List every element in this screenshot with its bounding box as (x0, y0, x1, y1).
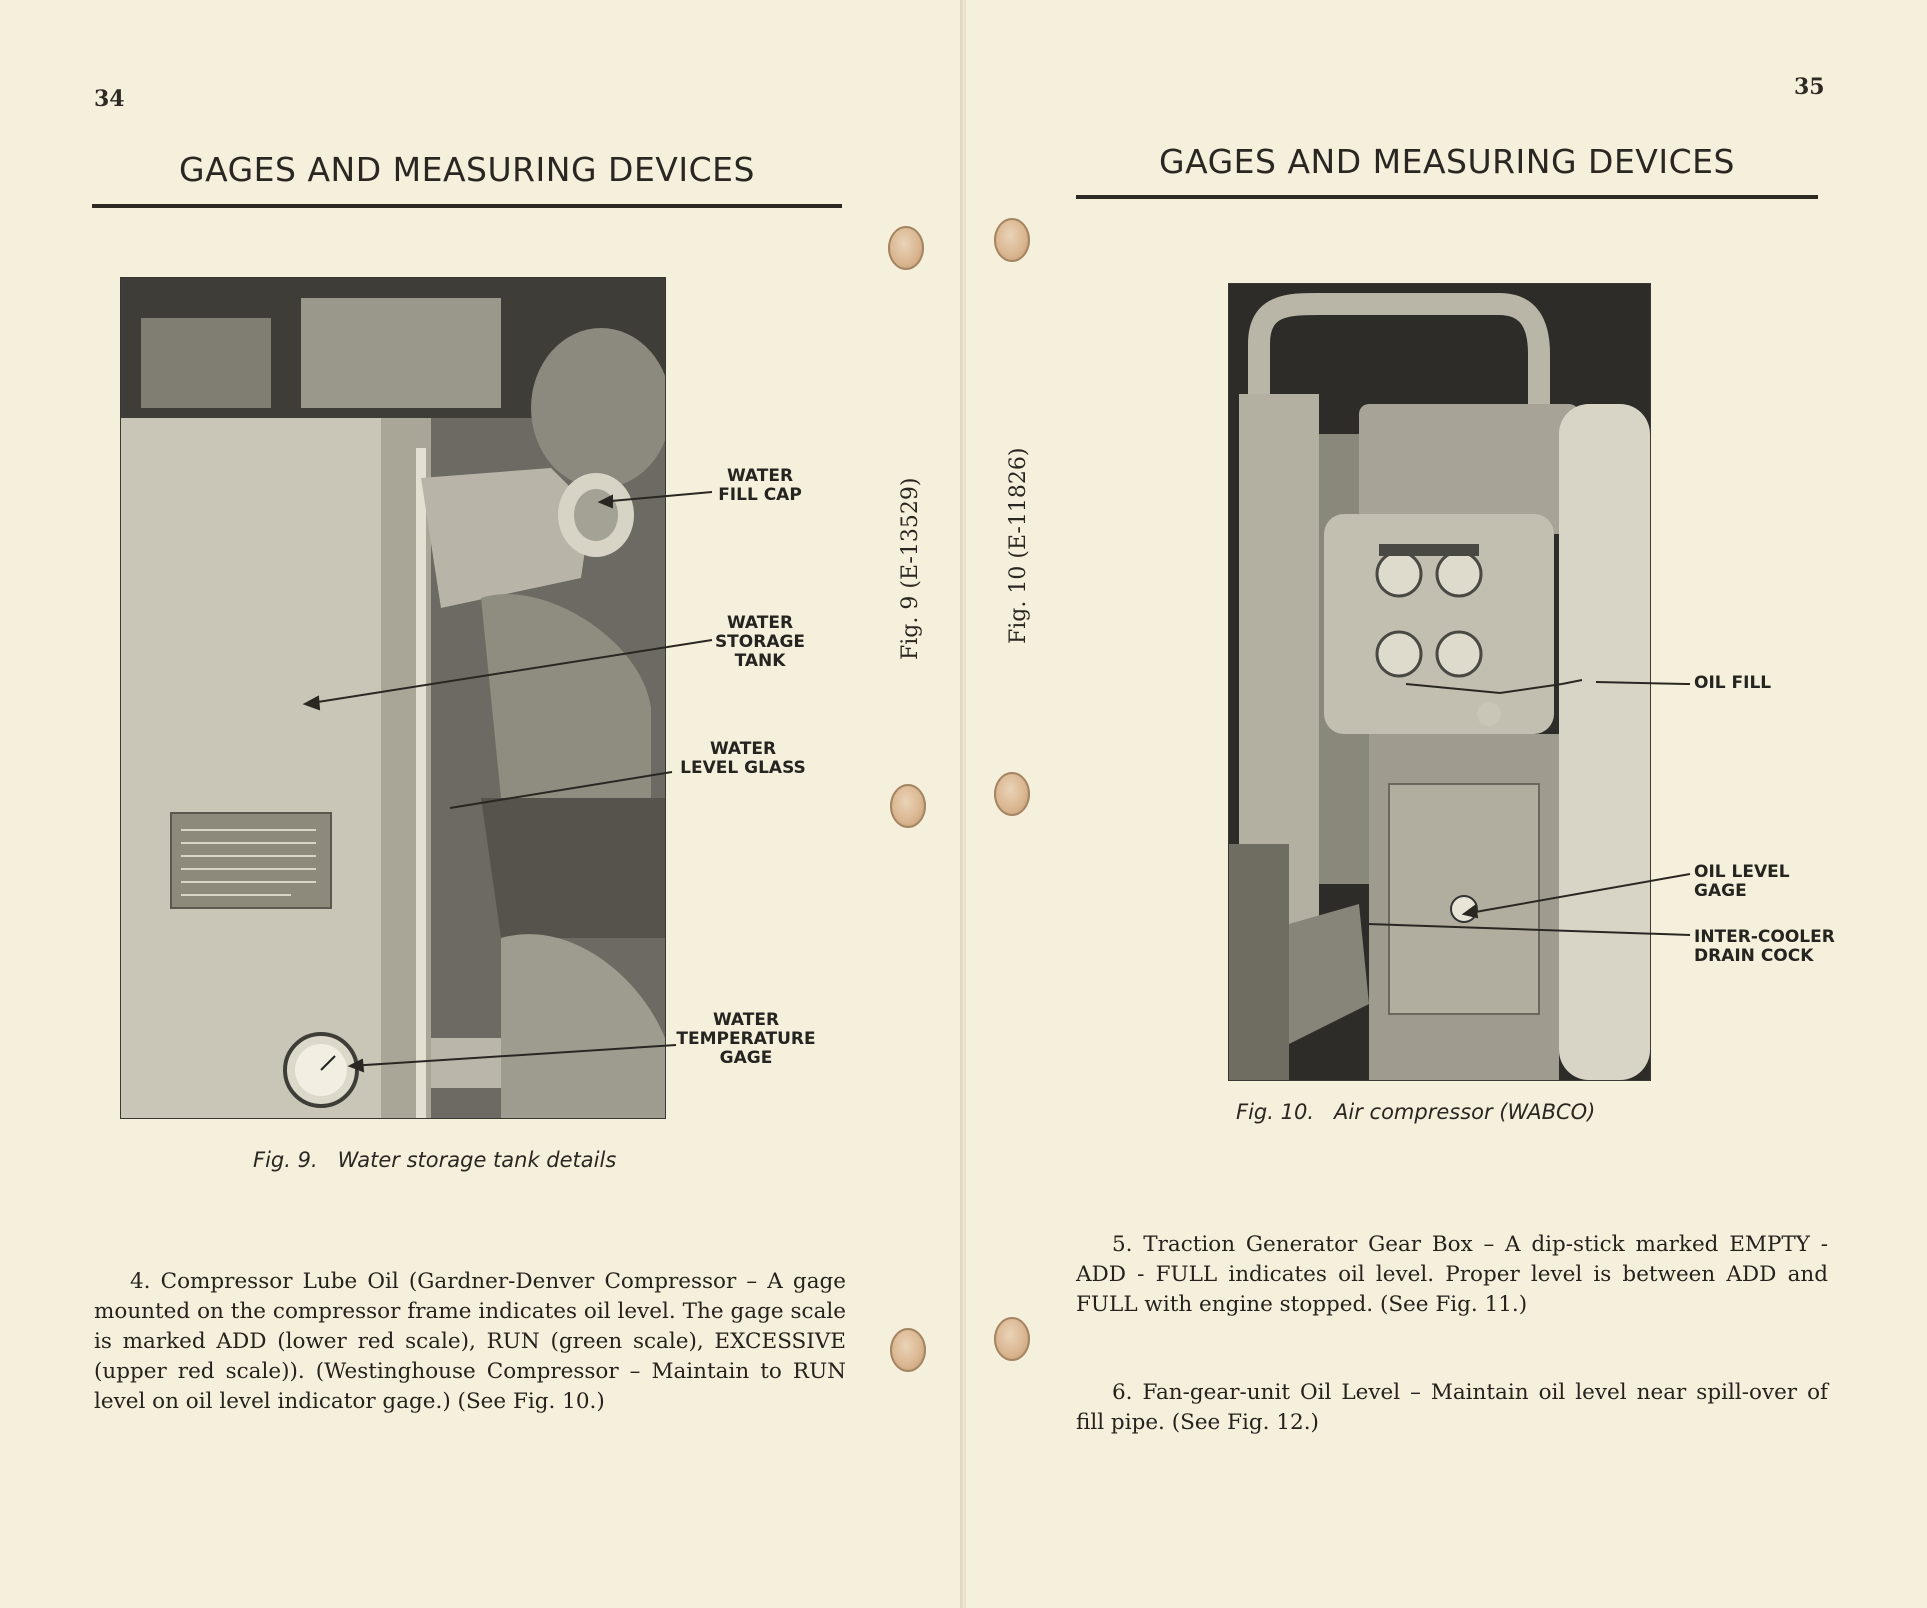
callout-water-storage-tank: WATER STORAGE TANK (714, 613, 806, 671)
figure-9-caption: Fig. 9. Water storage tank details (253, 1148, 617, 1172)
callout-oil-level-gage: OIL LEVEL GAGE (1694, 862, 1790, 901)
running-head: GAGES AND MEASURING DEVICES (179, 150, 755, 189)
binder-hole-middle (994, 772, 1030, 816)
paragraph-4-text: 4. Compressor Lube Oil (Gardner-Denver Compressor – A gage mounted on the compressor frame indicates oil level. The gage scale is marked ADD (lower red scale), RUN (green scale), EXCESSIVE (upper red scale)). (Westinghouse Compressor – Maintain to RUN level on oil level indicator gage.) (See Fig. 10.) (94, 1269, 846, 1414)
callout-water-fill-cap: WATER FILL CAP (718, 466, 802, 505)
page-number: 35 (1794, 74, 1825, 100)
right-page (966, 0, 1927, 1608)
running-head: GAGES AND MEASURING DEVICES (1159, 142, 1735, 181)
figure-9-side-label: Fig. 9 (E-13529) (898, 477, 923, 660)
callout-oil-fill: OIL FILL (1694, 673, 1772, 693)
figure-10-side-label: Fig. 10 (E-11826) (1006, 447, 1031, 644)
paragraph-5-text: 5. Traction Generator Gear Box – A dip-stick marked EMPTY - ADD - FULL indicates oil level. Proper level is between ADD and FULL with engine stopped. (See Fig. 11.) (1076, 1232, 1828, 1317)
header-rule (1076, 195, 1818, 199)
callout-inter-cooler-drain-cock: INTER-COOLER DRAIN COCK (1694, 927, 1835, 966)
binder-hole-bottom (890, 1328, 926, 1372)
paragraph-6-text: 6. Fan-gear-unit Oil Level – Maintain oil level near spill-over of fill pipe. (See Fig. 12.) (1076, 1380, 1828, 1435)
paragraph-4 (94, 1267, 846, 1417)
figure-10-photo (1229, 284, 1650, 1080)
binder-hole-middle (890, 784, 926, 828)
paragraph-5 (1076, 1230, 1828, 1320)
figure-10-caption: Fig. 10. Air compressor (WABCO) (1236, 1100, 1596, 1124)
binder-hole-top (994, 218, 1030, 262)
paragraph-6 (1076, 1378, 1828, 1438)
binder-hole-top (888, 226, 924, 270)
binder-hole-bottom (994, 1317, 1030, 1361)
figure-9-photo (121, 278, 665, 1118)
page-number: 34 (94, 86, 125, 112)
callout-water-level-glass: WATER LEVEL GLASS (680, 739, 806, 778)
callout-water-temperature-gage: WATER TEMPERATURE GAGE (676, 1010, 816, 1068)
header-rule (92, 204, 842, 208)
